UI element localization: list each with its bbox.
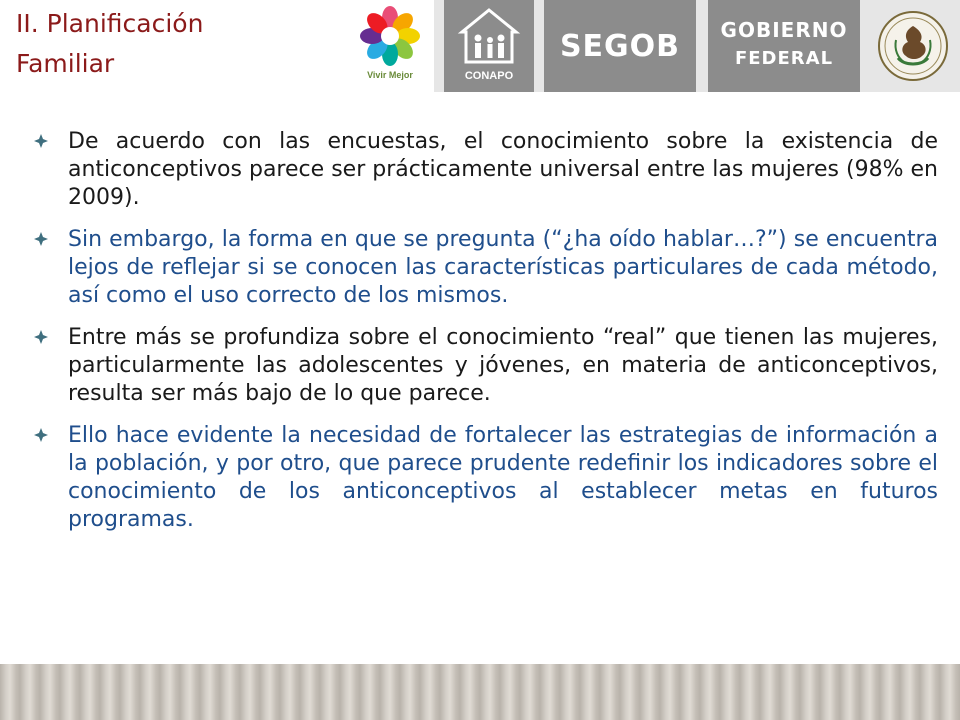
mexican-coat-of-arms-icon — [870, 0, 956, 92]
bullet-list — [34, 128, 938, 548]
bullet-item — [34, 324, 938, 408]
federal-text: FEDERAL — [734, 48, 834, 69]
gobierno-federal-logo — [708, 0, 860, 92]
decorative-footer — [0, 664, 960, 720]
diamond-bullet-icon — [34, 232, 48, 246]
segob-logo — [544, 0, 696, 92]
house-family-icon — [444, 0, 534, 70]
conapo-caption: CONAPO — [464, 70, 514, 82]
bullet-text: Ello hace evidente la necesidad de fortalecer las estrategias de información a la población, y por otro, que parece prudente redefinir los indicadores sobre el conocimiento de los anticonceptivos al establecer metas en futuros programas. — [68, 423, 938, 532]
bullet-text: Sin embargo, la forma en que se pregunta (“¿ha oído hablar…?”) se encuentra lejos de reflejar si se conocen las características particulares de cada método, así como el uso correcto de los mismos. — [68, 227, 938, 308]
segob-text: SEGOB — [559, 28, 681, 64]
title-line-2: Familiar — [16, 49, 115, 78]
logo-band — [346, 0, 960, 92]
bullet-item — [34, 128, 938, 212]
diamond-bullet-icon — [34, 428, 48, 442]
title-line-1: II. Planificación — [16, 9, 204, 38]
vivir-mejor-logo — [346, 0, 434, 92]
conapo-logo — [444, 0, 534, 92]
diamond-bullet-icon — [34, 134, 48, 148]
bullet-text: De acuerdo con las encuestas, el conocimiento sobre la existencia de anticonceptivos parece ser prácticamente universal entre las mujeres (98% en 2009). — [68, 129, 938, 210]
diamond-bullet-icon — [34, 330, 48, 344]
flower-icon — [346, 0, 434, 70]
bullet-item — [34, 226, 938, 310]
slide-header — [0, 0, 960, 92]
vivir-mejor-caption: Vivir Mejor — [367, 70, 413, 80]
bullet-text: Entre más se profundiza sobre el conocimiento “real” que tienen las mujeres, particularmente las adolescentes y jóvenes, en materia de anticonceptivos, resulta ser más bajo de lo que parece. — [68, 325, 938, 406]
gobierno-text: GOBIERNO — [720, 18, 848, 42]
bullet-item — [34, 422, 938, 534]
slide-title — [0, 0, 346, 92]
